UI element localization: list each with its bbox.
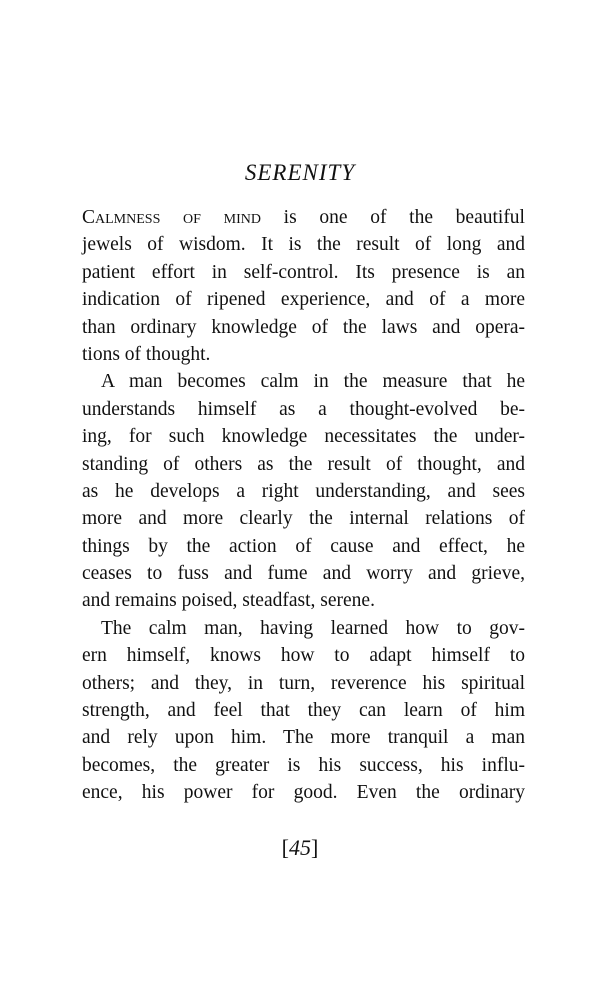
- text-line: ern himself, knows how to adapt himself to: [82, 645, 525, 667]
- text-line: A man becomes calm in the measure that he: [101, 371, 525, 393]
- text-line: becomes, the greater is his success, his influ-: [82, 754, 525, 776]
- chapter-title: SERENITY: [244, 160, 356, 185]
- text-line: as he develops a right understanding, and sees: [82, 480, 525, 502]
- text-line: strength, and feel that they can learn of him: [82, 700, 525, 722]
- text-line: ence, his power for good. Even the ordinary: [82, 782, 525, 804]
- text-line: others; and they, in turn, reverence his spiritual: [82, 672, 525, 694]
- text-line: understands himself as a thought-evolved be-: [82, 398, 525, 420]
- text-line: things by the action of cause and effect, he: [82, 535, 525, 557]
- text-line: patient effort in self-control. Its presence is an: [82, 261, 525, 283]
- text-line: standing of others as the result of thought, and: [82, 453, 525, 475]
- body-text: [82, 204, 525, 807]
- text-line: jewels of wisdom. It is the result of long and: [82, 234, 525, 256]
- text-line: more and more clearly the internal relations of: [82, 508, 525, 530]
- page-number: [45]: [281, 835, 319, 860]
- text-line: Calmness of mind is one of the beautiful: [82, 207, 525, 228]
- text-line: tions of thought.: [82, 343, 211, 365]
- text-line: ceases to fuss and fume and worry and grieve,: [82, 563, 525, 585]
- lead-smallcaps: Calmness of mind: [82, 207, 261, 228]
- text-line: than ordinary knowledge of the laws and opera-: [82, 316, 525, 338]
- text-line: and rely upon him. The more tranquil a man: [82, 727, 525, 749]
- text-line: and remains poised, steadfast, serene.: [82, 590, 375, 612]
- text-line: ing, for such knowledge necessitates the under-: [82, 426, 525, 448]
- text-line: The calm man, having learned how to gov-: [101, 617, 525, 639]
- text-line: indication of ripened experience, and of a more: [82, 289, 525, 311]
